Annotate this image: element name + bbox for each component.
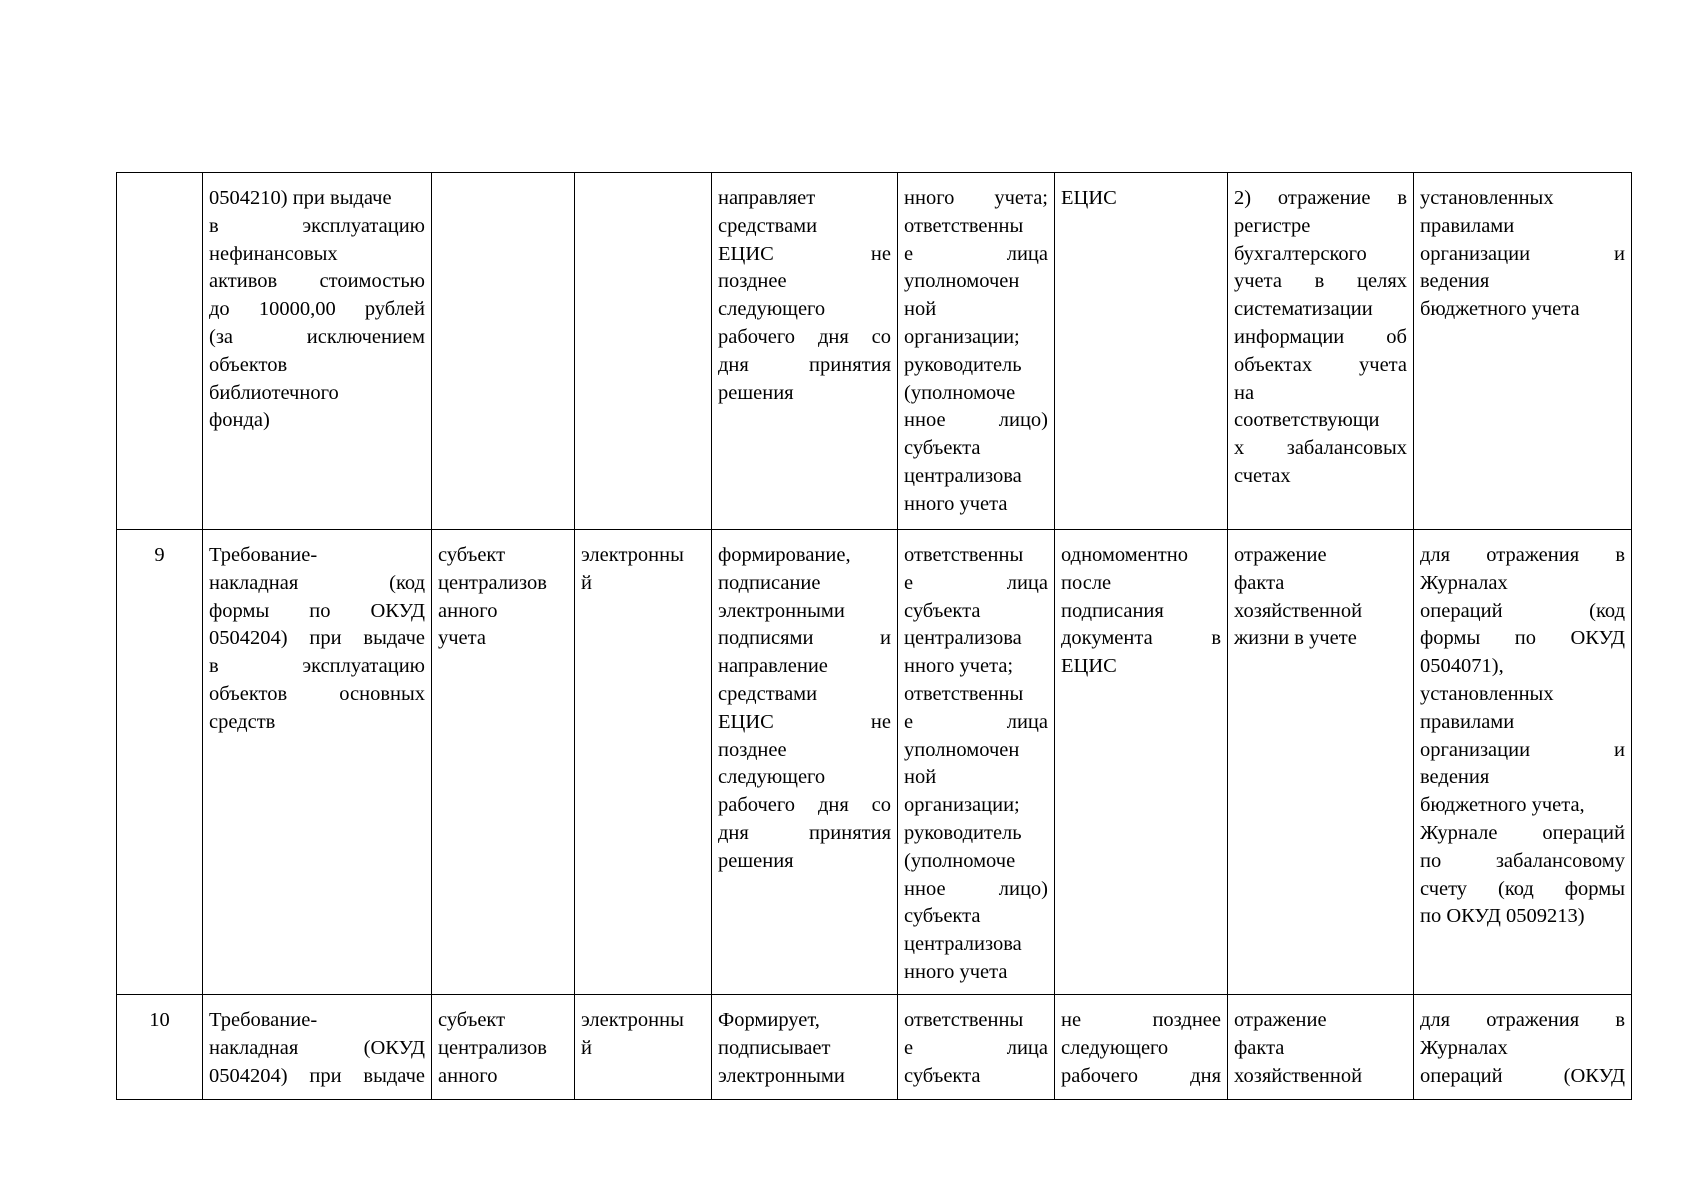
cell-text-line: отражение (1234, 1009, 1327, 1031)
cell-text-line: Формирует, (718, 1009, 820, 1031)
cell-text-line: средствами (718, 214, 818, 237)
cell-text-line: анного (438, 599, 498, 622)
cell-text-line: средствами (718, 682, 818, 705)
cell-text-line: Журнале операций (1420, 821, 1625, 844)
cell-text-line: нефинансовых (209, 242, 338, 265)
cell-text-line: следующего (1061, 1036, 1169, 1059)
cell-text-line: операций (ОКУД (1420, 1064, 1625, 1087)
register-usage-cell (1414, 530, 1632, 995)
responsible-persons-cell (898, 530, 1055, 995)
row-number: 9 (154, 544, 165, 566)
cell-text-line: нного учета; (904, 655, 1014, 678)
cell-text-line: е лица (904, 710, 1048, 733)
cell-text-line: организации и (1420, 738, 1625, 761)
cell-text-line: субъекта (904, 905, 981, 928)
cell-text-line: руководитель (904, 353, 1022, 376)
cell-text-line: учета в целях (1234, 270, 1407, 293)
cell-text-line: факта (1234, 571, 1285, 594)
cell-text-line: централизова (904, 627, 1022, 650)
cell-text-line: хозяйственной (1234, 1064, 1363, 1087)
document-table (116, 172, 1632, 1100)
procedure-cell (712, 173, 898, 530)
cell-text-line: объектах учета (1234, 353, 1407, 376)
cell-text-line: ЕЦИС (1061, 655, 1117, 678)
cell-text-line: не позднее (1061, 1009, 1221, 1031)
cell-text-line: уполномочен (904, 270, 1020, 293)
row-number-cell (117, 530, 203, 995)
procedure-cell (712, 530, 898, 995)
cell-text-line: е лица (904, 571, 1048, 594)
cell-text-line: учета (438, 627, 486, 650)
cell-text-line: е лица (904, 1036, 1048, 1059)
document-name-cell (203, 995, 432, 1100)
cell-text-line: объектов (209, 353, 288, 376)
cell-text-line: формирование, (718, 544, 851, 566)
cell-text-line: в эксплуатацию (209, 655, 425, 678)
cell-text-line: анного (438, 1064, 498, 1087)
cell-text-line: централизов (438, 571, 547, 594)
cell-text-line: правилами (1420, 710, 1515, 733)
cell-text-line: централизова (904, 464, 1022, 487)
cell-text-line: нного учета (904, 492, 1008, 515)
cell-text-line: соответствующи (1234, 409, 1380, 432)
cell-text-line: подписывает (718, 1036, 831, 1059)
cell-text-line: накладная (код (209, 571, 425, 594)
cell-text-line: й (581, 571, 592, 594)
cell-text-line: жизни в учете (1234, 627, 1357, 650)
procedure-cell (712, 995, 898, 1100)
responsible-persons-cell (898, 173, 1055, 530)
cell-text-line: ответственны (904, 1009, 1024, 1031)
cell-text-line: следующего (718, 298, 826, 321)
cell-text-line: электронны (581, 1009, 684, 1031)
cell-text-line: субъект (438, 544, 506, 566)
deadline-cell (1055, 173, 1228, 530)
cell-text-line: ЕЦИС (1061, 187, 1117, 209)
cell-text-line: нное лицо) (904, 409, 1048, 432)
responsible-subject-cell (432, 530, 575, 995)
cell-text-line: бухгалтерского (1234, 242, 1367, 265)
responsible-subject-cell (432, 173, 575, 530)
cell-text-line: библиотечного (209, 381, 339, 404)
cell-text-line: после (1061, 571, 1112, 594)
cell-text-line: отражение (1234, 544, 1327, 566)
cell-text-line: организации; (904, 325, 1020, 348)
cell-text-line: ЕЦИС не (718, 242, 891, 265)
cell-text-line: на (1234, 381, 1255, 404)
cell-text-line: средств (209, 710, 276, 733)
cell-text-line: позднее (718, 270, 787, 293)
cell-text-line: 2) отражение в (1234, 187, 1407, 209)
responsible-subject-cell (432, 995, 575, 1100)
cell-text-line: ведения (1420, 270, 1490, 293)
cell-text-line: централизова (904, 933, 1022, 956)
cell-text-line: правилами (1420, 214, 1515, 237)
document-name-cell (203, 530, 432, 995)
cell-text-line: Журналах (1420, 1036, 1508, 1059)
cell-text-line: счетах (1234, 464, 1291, 487)
row-number-cell (117, 995, 203, 1100)
table-row (117, 995, 1632, 1100)
cell-text-line: е лица (904, 242, 1048, 265)
cell-text-line: подписание (718, 571, 821, 594)
cell-text-line: фонда) (209, 409, 270, 432)
accounting-reflection-cell (1228, 173, 1414, 530)
cell-text-line: документа в (1061, 627, 1221, 650)
cell-text-line: нного учета; (904, 187, 1048, 209)
cell-text-line: субъекта (904, 1064, 981, 1087)
cell-text-line: ной (904, 298, 937, 321)
cell-text-line: 0504210) при выдаче (209, 187, 392, 209)
cell-text-line: субъекта (904, 437, 981, 460)
cell-text-line: установленных (1420, 682, 1554, 705)
cell-text-line: (уполномоче (904, 381, 1016, 404)
cell-text-line: 0504204) при выдаче (209, 627, 425, 650)
cell-text-line: бюджетного учета (1420, 298, 1580, 321)
cell-text-line: рабочего дня со (718, 325, 891, 348)
cell-text-line: ответственны (904, 544, 1024, 566)
deadline-cell (1055, 530, 1228, 995)
cell-text-line: рабочего дня (1061, 1064, 1221, 1087)
cell-text-line: (уполномоче (904, 849, 1016, 872)
cell-text-line: х забалансовых (1234, 437, 1407, 460)
cell-text-line: решения (718, 381, 794, 404)
cell-text-line: электронными (718, 599, 845, 622)
cell-text-line: 0504204) при выдаче (209, 1064, 425, 1087)
row-number-cell (117, 173, 203, 530)
cell-text-line: формы по ОКУД (209, 599, 425, 622)
cell-text-line: направление (718, 655, 828, 678)
cell-text-line: счету (код формы (1420, 877, 1625, 900)
cell-text-line: рабочего дня со (718, 794, 891, 817)
cell-text-line: нное лицо) (904, 877, 1048, 900)
table-row (117, 530, 1632, 995)
cell-text-line: субъекта (904, 599, 981, 622)
cell-text-line: для отражения в (1420, 544, 1625, 566)
register-usage-cell (1414, 173, 1632, 530)
cell-text-line: операций (код (1420, 599, 1625, 622)
cell-text-line: Журналах (1420, 571, 1508, 594)
cell-text-line: подписания (1061, 599, 1164, 622)
cell-text-line: Требование- (209, 544, 318, 566)
document-form-cell (575, 173, 712, 530)
cell-text-line: руководитель (904, 821, 1022, 844)
cell-text-line: Требование- (209, 1009, 318, 1031)
cell-text-line: объектов основных (209, 682, 425, 705)
cell-text-line: в эксплуатацию (209, 214, 425, 237)
cell-text-line: по забалансовому (1420, 849, 1625, 872)
cell-text-line: систематизации (1234, 298, 1373, 321)
cell-text-line: (за исключением (209, 325, 425, 348)
cell-text-line: ной (904, 766, 937, 789)
cell-text-line: активов стоимостью (209, 270, 425, 293)
cell-text-line: уполномочен (904, 738, 1020, 761)
cell-text-line: до 10000,00 рублей (209, 298, 425, 321)
cell-text-line: электронными (718, 1064, 845, 1087)
cell-text-line: информации об (1234, 325, 1407, 348)
cell-text-line: хозяйственной (1234, 599, 1363, 622)
document-page (116, 172, 1631, 1100)
accounting-reflection-cell (1228, 530, 1414, 995)
row-number: 10 (149, 1009, 170, 1031)
cell-text-line: дня принятия (718, 353, 891, 376)
table-row (117, 173, 1632, 530)
cell-text-line: й (581, 1036, 592, 1059)
cell-text-line: бюджетного учета, (1420, 794, 1585, 817)
cell-text-line: ответственны (904, 214, 1024, 237)
cell-text-line: ответственны (904, 682, 1024, 705)
cell-text-line: по ОКУД 0509213) (1420, 905, 1585, 928)
cell-text-line: регистре (1234, 214, 1311, 237)
cell-text-line: субъект (438, 1009, 506, 1031)
cell-text-line: направляет (718, 187, 816, 209)
cell-text-line: одномоментно (1061, 544, 1188, 566)
document-name-cell (203, 173, 432, 530)
document-form-cell (575, 530, 712, 995)
cell-text-line: нного учета (904, 960, 1008, 983)
cell-text-line: решения (718, 849, 794, 872)
cell-text-line: установленных (1420, 187, 1554, 209)
cell-text-line: факта (1234, 1036, 1285, 1059)
cell-text-line: для отражения в (1420, 1009, 1625, 1031)
cell-text-line: ЕЦИС не (718, 710, 891, 733)
cell-text-line: следующего (718, 766, 826, 789)
register-usage-cell (1414, 995, 1632, 1100)
accounting-reflection-cell (1228, 995, 1414, 1100)
deadline-cell (1055, 995, 1228, 1100)
cell-text-line: формы по ОКУД (1420, 627, 1625, 650)
cell-text-line: ведения (1420, 766, 1490, 789)
cell-text-line: позднее (718, 738, 787, 761)
cell-text-line: централизов (438, 1036, 547, 1059)
cell-text-line: электронны (581, 544, 684, 566)
responsible-persons-cell (898, 995, 1055, 1100)
cell-text-line: 0504071), (1420, 655, 1504, 678)
cell-text-line: организации; (904, 794, 1020, 817)
cell-text-line: подписями и (718, 627, 891, 650)
cell-text-line: накладная (ОКУД (209, 1036, 425, 1059)
cell-text-line: дня принятия (718, 821, 891, 844)
cell-text-line: организации и (1420, 242, 1625, 265)
document-form-cell (575, 995, 712, 1100)
